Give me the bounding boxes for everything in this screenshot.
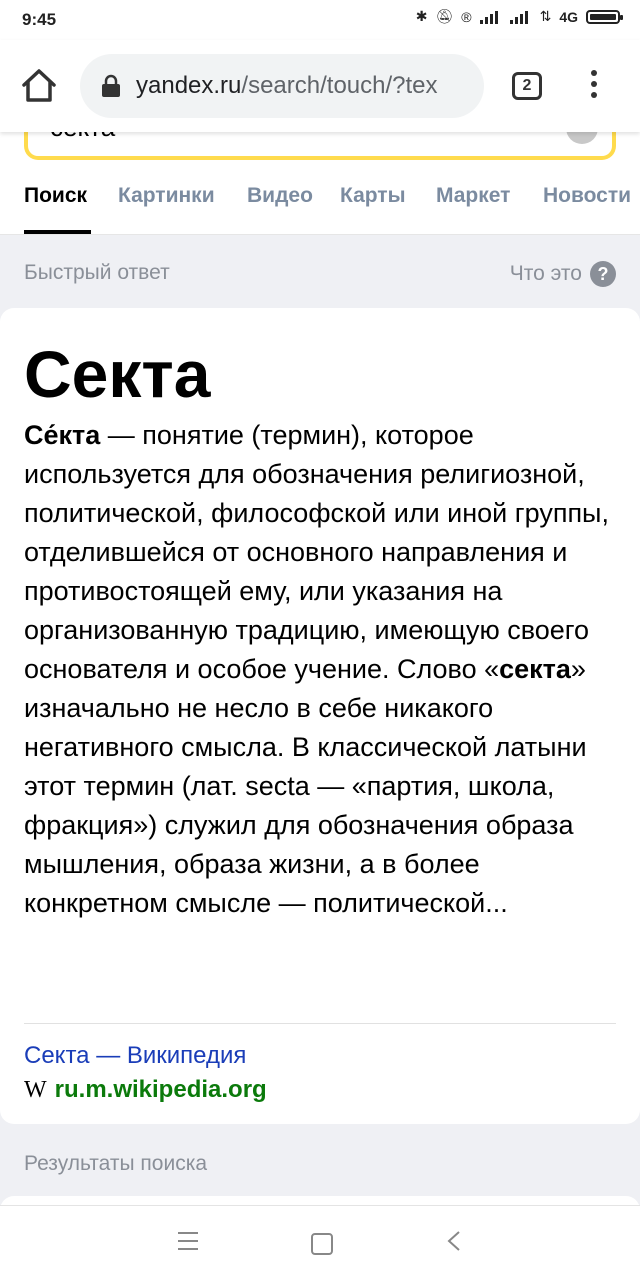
search-results-label: Результаты поиска — [24, 1152, 208, 1175]
bluetooth-icon: ✱ — [415, 8, 428, 24]
tab-video[interactable]: Видео — [247, 184, 313, 207]
tab-maps[interactable]: Карты — [340, 184, 406, 207]
status-icons — [416, 8, 620, 25]
back-icon[interactable] — [447, 1231, 461, 1251]
network-type: 4G — [559, 8, 578, 25]
url-text — [136, 72, 438, 100]
signal-icon — [480, 10, 502, 24]
page-title: Секта — [24, 337, 211, 411]
address-bar[interactable] — [80, 54, 484, 118]
battery-icon — [586, 10, 620, 24]
divider — [24, 1023, 616, 1024]
source-domain: ru.m.wikipedia.org — [54, 1076, 267, 1103]
more-vert-icon[interactable] — [586, 70, 602, 104]
answer-text-2: » изначально не несло в себе никакого негативного смысла. В классической латыни этот термин (лат. secta — «партия, школа, фракция») служил для обозначения образа мышления, образа жизни, а в более конкретном смысле — политической... — [24, 654, 587, 918]
browser-toolbar — [0, 40, 640, 132]
source-domain-row[interactable] — [24, 1076, 267, 1104]
answer-text-1: — понятие (термин), которое используется для обозначения религиозной, политической, философской или иной группы, отделившейся от основного направления и противостоящей ему, или указания на организованную традицию, имеющую своего основателя и особое учение. Слово « — [24, 420, 609, 684]
signal-icon-2 — [510, 10, 532, 24]
quick-answer-card — [0, 308, 640, 1124]
tabs-button[interactable]: 2 — [512, 72, 542, 100]
active-tab-indicator — [24, 230, 91, 234]
tab-news[interactable]: Новости — [543, 184, 632, 207]
answer-text — [24, 416, 624, 923]
status-bar — [0, 0, 640, 40]
mute-icon: 🔕︎ — [435, 8, 454, 24]
tab-market[interactable]: Маркет — [436, 184, 511, 207]
data-arrows-icon: ⇅ — [539, 8, 552, 24]
recent-apps-icon[interactable] — [178, 1232, 198, 1256]
help-icon: ? — [590, 261, 616, 287]
what-is-label: Что это — [509, 262, 582, 285]
url-domain: yandex.ru — [136, 72, 242, 99]
registered-icon: ® — [461, 8, 472, 25]
what-is-button[interactable] — [510, 261, 616, 287]
quick-answer-label: Быстрый ответ — [24, 261, 170, 284]
answer-term-2: секта — [499, 654, 571, 684]
source-link[interactable]: Секта — Википедия — [24, 1042, 247, 1069]
home-icon[interactable] — [18, 64, 60, 106]
tab-search[interactable]: Поиск — [24, 184, 88, 207]
lock-icon — [100, 74, 122, 98]
system-navigation-bar — [0, 1205, 640, 1281]
tab-images[interactable]: Картинки — [118, 184, 215, 207]
system-home-icon[interactable] — [311, 1233, 333, 1255]
wikipedia-icon: W — [24, 1076, 47, 1103]
url-path: /search/touch/?tex — [241, 72, 438, 99]
status-time: 9:45 — [22, 10, 57, 29]
search-tabs — [0, 160, 640, 235]
answer-term: Се́кта — [24, 420, 101, 450]
